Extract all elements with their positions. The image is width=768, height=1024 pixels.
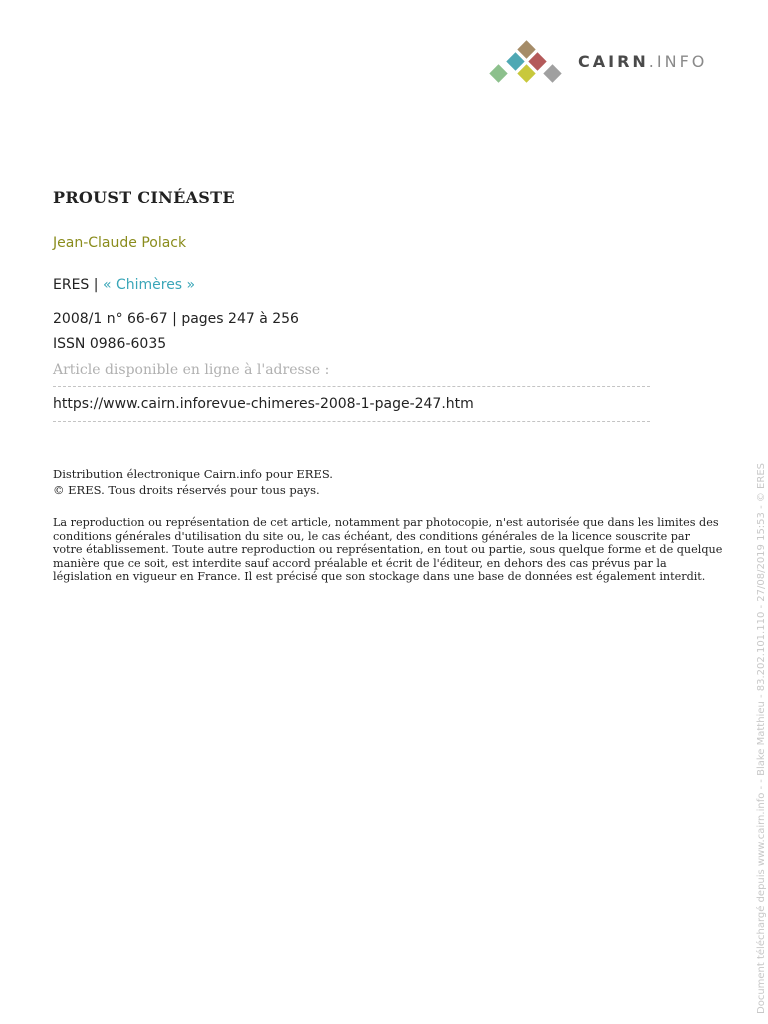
article-author[interactable]: Jean-Claude Polack (53, 235, 187, 251)
journal-link[interactable]: « Chimères » (102, 277, 196, 293)
legal-notice: La reproduction ou représentation de cet article, notamment par photocopie, n'est autorisée que dans les limites des conditions générales d'utilisation du site ou, le cas échéant, des conditions générales de la licence souscrite par votre établissement. Toute autre reproduction ou représentation, en tout ou partie, sous quelque forme et de quelque manière que ce soit, est interdite sauf accord préalable et écrit de l'éditeur, en dehors des cas prévus par la législation en vigueur en France. Il est précisé que son stockage dans une base de données est également interdit. (53, 516, 723, 583)
issn: ISSN 0986-6035 (53, 336, 167, 352)
logo-diamond-red (528, 52, 546, 70)
logo-diamond-yellow (517, 64, 535, 82)
logo-diamond-teal (506, 52, 524, 70)
logo-diamond-grey (543, 64, 561, 82)
logo-diamond-green (489, 64, 507, 82)
distribution-line: Distribution électronique Cairn.info pour ERES. (53, 467, 333, 481)
available-online-label: Article disponible en ligne à l'adresse : (53, 362, 330, 378)
cairn-logo-mark (488, 40, 568, 90)
cairn-logo[interactable] (488, 40, 728, 90)
issue-info: 2008/1 n° 66-67 | pages 247 à 256 (53, 311, 299, 327)
logo-diamond-top (517, 40, 535, 58)
download-watermark: Document téléchargé depuis www.cairn.info - - Blake Matthieu - 83.202.101.110 - 27/08/2019 15:53 - © ERES (756, 463, 767, 1014)
publisher-name: ERES (53, 277, 90, 293)
divider-top (53, 386, 650, 387)
publisher-line (53, 277, 195, 293)
publisher-separator: | (89, 277, 103, 293)
copyright-line: © ERES. Tous droits réservés pour tous pays. (53, 483, 320, 497)
logo-suffix: .INFO (648, 52, 708, 71)
logo-wordmark (578, 52, 707, 71)
article-url[interactable]: https://www.cairn.inforevue-chimeres-2008-1-page-247.htm (53, 396, 474, 412)
logo-brand: CAIRN (578, 52, 649, 71)
divider-bottom (53, 421, 650, 422)
article-title: PROUST CINÉASTE (53, 188, 235, 207)
distribution-notice (53, 466, 333, 498)
